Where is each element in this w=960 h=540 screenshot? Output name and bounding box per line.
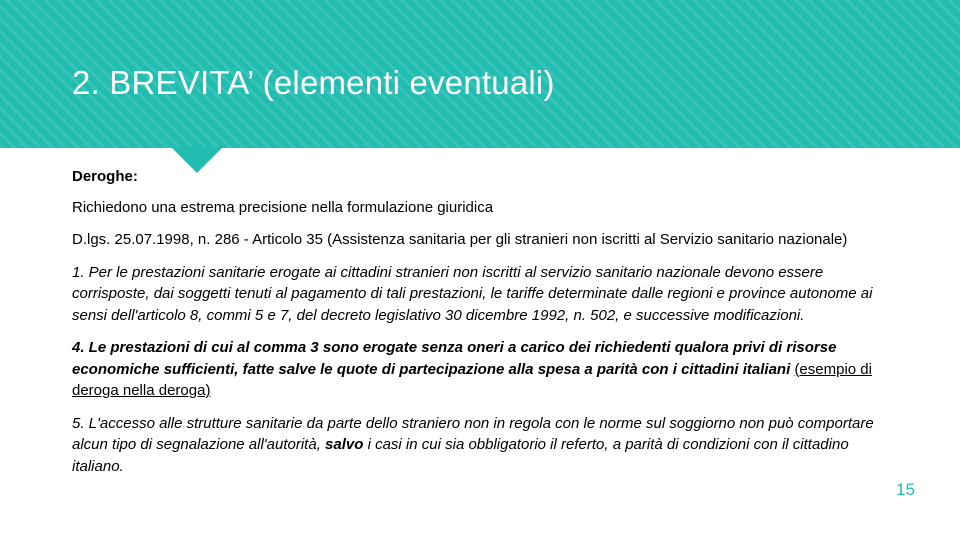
paragraph-comma-5 [72,413,892,478]
paragraph-comma-5-text-a: 5. L'accesso alle strutture sanitarie da parte dello straniero non in regola con le norme sul soggiorno non può comportare alcun tipo di segnalazione all'autorità, [72,414,874,453]
slide-body [72,166,892,477]
paragraph-comma-4 [72,337,892,402]
paragraph-comma-5-text-b: i casi in cui sia obbligatorio il referto, a parità di condizioni con il cittadino italiano. [72,436,849,475]
intro-text: Richiedono una estrema precisione nella formulazione giuridica [72,198,494,216]
law-reference: D.lgs. 25.07.1998, n. 286 - Articolo 35 (Assistenza sanitaria per gli stranieri non iscritti al Servizio sanitario nazionale) [72,231,848,248]
slide-title: 2. BREVITA’ (elementi eventuali) [72,64,555,101]
title-banner [0,0,960,148]
paragraph-comma-1: 1. Per le prestazioni sanitarie erogate ai cittadini stranieri non iscritti al servizio sanitario nazionale devono essere corrisposte, dai soggetti tenuti al pagamento di tali prestazioni, le tariffe determinate dalle regioni e province autonome ai sensi dell'articolo 8, commi 5 e 7, del decreto legislativo 30 dicembre 1992, n. 502, e successive modificazioni. [72,263,873,324]
section-heading: Deroghe: [72,168,138,185]
paragraph-comma-4-text: 4. Le prestazioni di cui al comma 3 sono erogate senza oneri a carico dei richiedenti qualora privi di risorse economiche sufficienti, fatte salve le quote di partecipazione alla spesa a parità con i cittadini italiani [72,339,837,378]
salvo-emphasis: salvo [325,436,364,453]
deroga-note: (esempio di deroga nella deroga) [72,360,872,399]
page-number: 15 [896,480,915,499]
